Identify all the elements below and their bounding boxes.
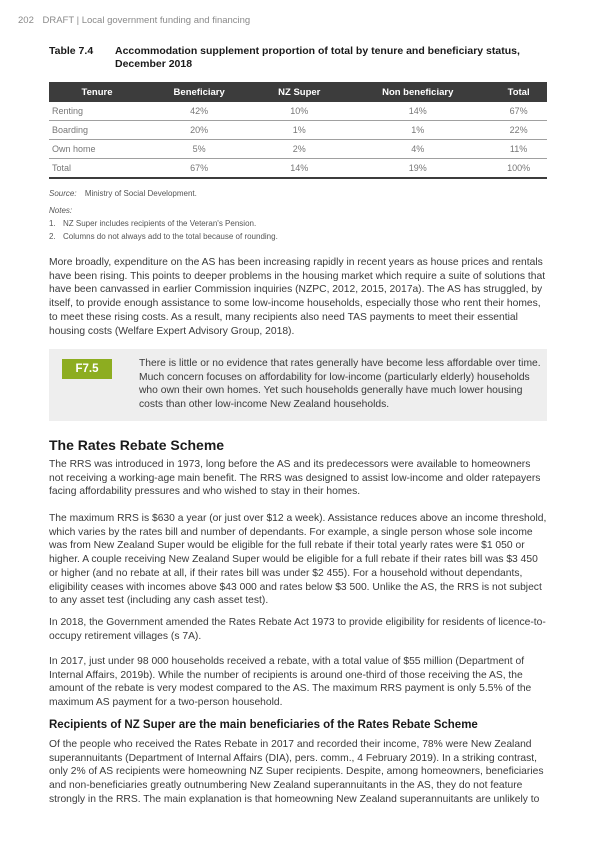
table-cell: 2% — [253, 140, 345, 159]
table-cell: Renting — [49, 102, 145, 121]
source-label: Source: — [49, 189, 77, 198]
table-source — [49, 189, 197, 198]
note-text: NZ Super includes recipients of the Veteran's Pension. — [63, 219, 257, 228]
table-cell: 67% — [145, 159, 253, 179]
body-paragraph: Of the people who received the Rates Rebate in 2017 and recorded their income, 78% were New Zealand superannuitants (Department of Internal Affairs (DIA), pers. comm., 4 February 2019). In a striking contrast, only 2% of AS recipients were homeowning NZ Super recipients. Despite, among homeowners, beneficiaries and non-beneficiaries greatly outnumbering New Zealand superannuitants in the AS, they do not feature strongly in the RRS. The main explanation is that homeowning New Zealand superannuitants are unlikely to — [49, 739, 544, 805]
table-cell: Boarding — [49, 121, 145, 140]
note-text: Columns do not always add to the total because of rounding. — [63, 232, 278, 241]
table-cell: Total — [49, 159, 145, 179]
page-number: 202 — [18, 15, 34, 26]
table-cell: 19% — [345, 159, 490, 179]
column-header: Non beneficiary — [345, 82, 490, 102]
table-note — [49, 219, 256, 228]
table-row — [49, 102, 547, 121]
table-cell: Own home — [49, 140, 145, 159]
table-row — [49, 121, 547, 140]
table-number: Table 7.4 — [49, 45, 94, 57]
body-paragraph: In 2018, the Government amended the Rates Rebate Act 1973 to provide eligibility for residents of licence-to-occupy retirement villages (s 7A). — [49, 617, 546, 642]
notes-label: Notes: — [49, 206, 73, 215]
column-header: NZ Super — [253, 82, 345, 102]
table-cell: 4% — [345, 140, 490, 159]
finding-badge: F7.5 — [62, 359, 112, 379]
table-cell: 1% — [345, 121, 490, 140]
column-header: Beneficiary — [145, 82, 253, 102]
table-cell: 14% — [345, 102, 490, 121]
finding-text: There is little or no evidence that rates generally have become less affordable over time. Much concern focuses on affordability for low-income (particularly elderly) households who own their own homes. Yet such households generally have much lower housing costs than other low-income New Zealand households. — [139, 358, 541, 411]
finding-box — [49, 349, 547, 421]
body-paragraph: The maximum RRS is $630 a year (or just over $12 a week). Assistance reduces above an income threshold, which varies by the rates bill and number of dependants. For example, a single person whose sole income was from New Zealand Super would be eligible for the full rebate if their total yearly rates were $1 050 or higher. A couple receiving New Zealand Super would be eligible for a full rebate if their rates bill was $3 450 or higher (and no rebate at all, if their rates bill was under $2 455). For a household without dependants, eligibility ceases with incomes above $43 000 and rates below $3 500. Unlike the AS, the RRS is not subject to any asset test (including any cash asset test). — [49, 513, 547, 607]
section-title: The Rates Rebate Scheme — [49, 437, 225, 453]
table-title: Accommodation supplement proportion of total by tenure and beneficiary status, December 2018 — [115, 45, 520, 70]
table-total-row — [49, 159, 547, 179]
body-paragraph: In 2017, just under 98 000 households received a rebate, with a total value of $55 million (Department of Internal Affairs, 2019b). While the number of recipients is around one-third of those receiving the AS, the amount of the rebate is very modest compared to the AS. The maximum RRS payment is only 5.5% of the maximum AS payment for a two-person household. — [49, 656, 532, 709]
table-note — [49, 232, 278, 241]
table-cell: 10% — [253, 102, 345, 121]
note-number: 1. — [49, 219, 56, 228]
table-cell: 42% — [145, 102, 253, 121]
table-cell: 67% — [490, 102, 547, 121]
table-cell: 1% — [253, 121, 345, 140]
running-title: DRAFT | Local government funding and financing — [42, 15, 251, 26]
body-paragraph: More broadly, expenditure on the AS has been increasing rapidly in recent years as house prices and rentals have been rising. This points to deeper problems in the housing market which require a suite of solutions that have been canvassed in earlier Commission inquiries (NZPC, 2012, 2015, 2017a). The AS has struggled, by itself, to provide enough assistance to some low-income households, especially those who rent their homes, to meet these rising costs. As a result, many recipients also need TAS payments to meet their essential housing costs (Welfare Expert Advisory Group, 2018). — [49, 257, 546, 337]
table-cell: 20% — [145, 121, 253, 140]
page-header — [18, 15, 250, 26]
table-cell: 14% — [253, 159, 345, 179]
data-table — [49, 82, 547, 179]
table-header-row — [49, 82, 547, 102]
table-cell: 11% — [490, 140, 547, 159]
table-cell: 22% — [490, 121, 547, 140]
column-header: Total — [490, 82, 547, 102]
source-text: Ministry of Social Development. — [84, 189, 197, 198]
table-row — [49, 140, 547, 159]
table-caption — [49, 45, 549, 71]
sub-heading: Recipients of NZ Super are the main beneficiaries of the Rates Rebate Scheme — [49, 719, 478, 731]
body-paragraph: The RRS was introduced in 1973, long before the AS and its predecessors were available to homeowners not receiving a working-age main benefit. The RRS was designed to assist low-income and older ratepayers facing affordability pressures and who wished to stay in their homes. — [49, 459, 541, 498]
note-number: 2. — [49, 232, 56, 241]
table-cell: 100% — [490, 159, 547, 179]
table-cell: 5% — [145, 140, 253, 159]
column-header: Tenure — [49, 82, 145, 102]
